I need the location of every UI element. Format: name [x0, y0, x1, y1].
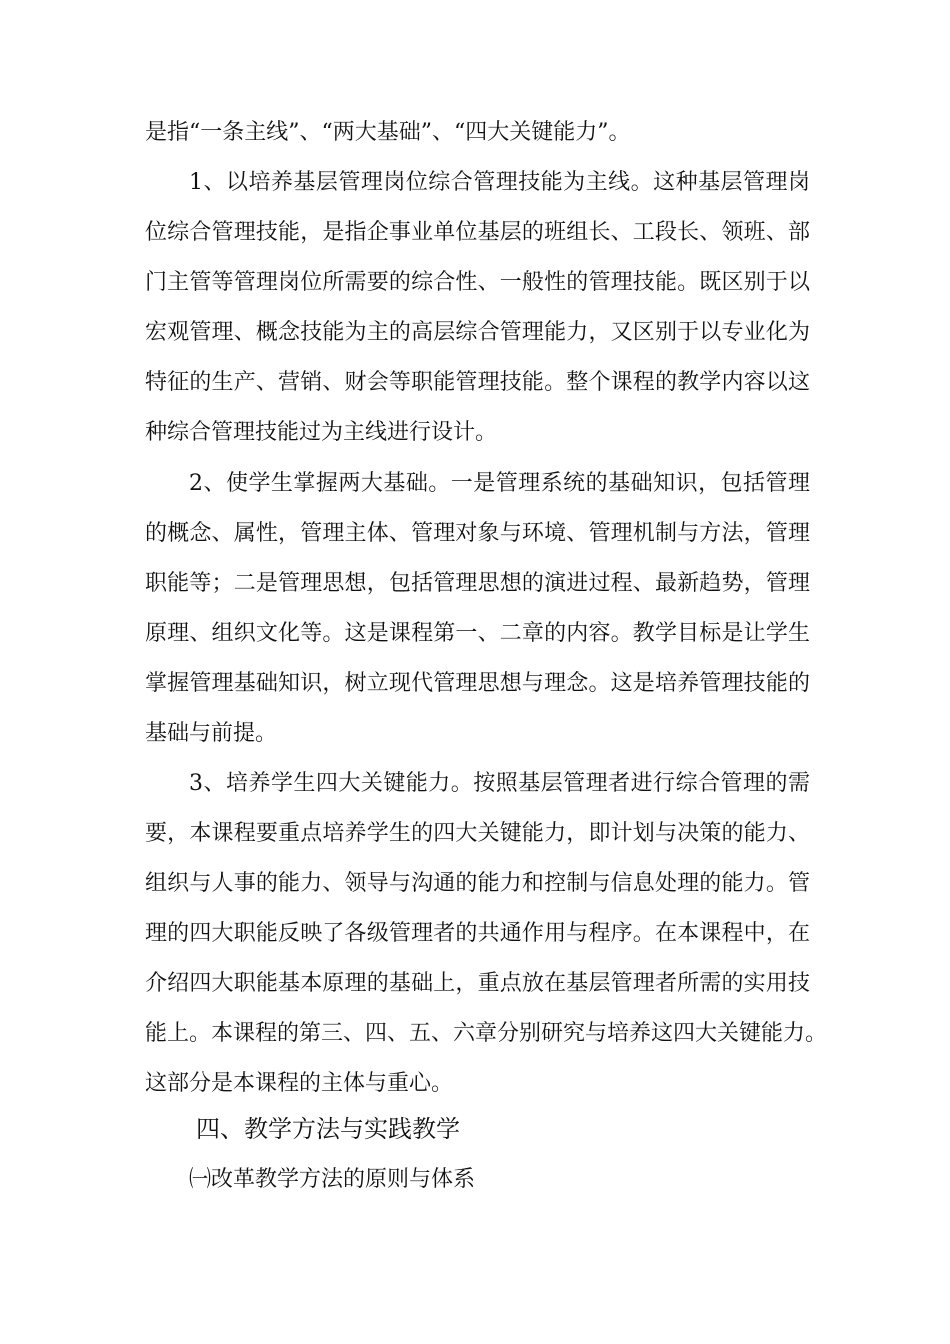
- section-heading: 四、教学方法与实践教学: [196, 1115, 460, 1143]
- paragraph-line: 种综合管理技能过为主线进行设计。: [145, 420, 498, 445]
- paragraph-line: 介绍四大职能基本原理的基础上，重点放在基层管理者所需的实用技: [145, 971, 810, 996]
- paragraph-line: 能上。本课程的第三、四、五、六章分别研究与培养这四大关键能力。: [145, 1021, 828, 1046]
- paragraph-line: 1、以培养基层管理岗位综合管理技能为主线。这种基层管理岗: [189, 170, 810, 195]
- paragraph-line: 2、使学生掌握两大基础。一是管理系统的基础知识，包括管理: [189, 471, 810, 496]
- paragraph-line: 原理、组织文化等。这是课程第一、二章的内容。教学目标是让学生: [145, 621, 810, 646]
- paragraph-line: 宏观管理、概念技能为主的高层综合管理能力，又区别于以专业化为: [145, 320, 810, 345]
- paragraph-line: 职能等；二是管理思想，包括管理思想的演进过程、最新趋势，管理: [145, 571, 810, 596]
- paragraph-line: 组织与人事的能力、领导与沟通的能力和控制与信息处理的能力。管: [145, 871, 810, 896]
- paragraph-line: 要，本课程要重点培养学生的四大关键能力，即计划与决策的能力、: [145, 821, 810, 846]
- paragraph-line: 位综合管理技能，是指企事业单位基层的班组长、工段长、领班、部: [145, 220, 810, 245]
- subsection-heading: ㈠改革教学方法的原则与体系: [189, 1167, 476, 1192]
- paragraph-line: 这部分是本课程的主体与重心。: [145, 1071, 454, 1096]
- paragraph-line: 门主管等管理岗位所需要的综合性、一般性的管理技能。既区别于以: [145, 270, 810, 295]
- paragraph-line: 的概念、属性，管理主体、管理对象与环境、管理机制与方法，管理: [145, 521, 810, 546]
- paragraph-line: 理的四大职能反映了各级管理者的共通作用与程序。在本课程中，在: [145, 921, 810, 946]
- paragraph-line: 基础与前提。: [145, 721, 278, 746]
- paragraph-line: 3、培养学生四大关键能力。按照基层管理者进行综合管理的需: [189, 771, 810, 796]
- paragraph-line: 是指“一条主线”、“两大基础”、“四大关键能力”。: [145, 120, 631, 145]
- paragraph-line: 特征的生产、营销、财会等职能管理技能。整个课程的教学内容以这: [145, 370, 810, 395]
- paragraph-line: 掌握管理基础知识，树立现代管理思想与理念。这是培养管理技能的: [145, 671, 810, 696]
